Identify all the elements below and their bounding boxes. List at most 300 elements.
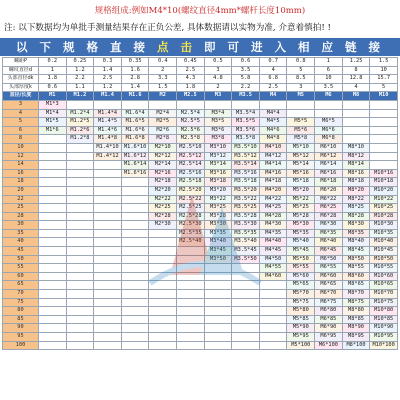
- spec-link-cell[interactable]: M3*14: [204, 161, 232, 170]
- spec-link-cell[interactable]: M3*40: [204, 238, 232, 247]
- spec-link-cell[interactable]: M10*16: [370, 169, 398, 178]
- spec-link-cell[interactable]: M5*90: [287, 324, 315, 333]
- spec-link-cell[interactable]: M2.5*4: [177, 109, 205, 118]
- empty-cell: [121, 324, 149, 333]
- spec-link-cell[interactable]: M6*55: [315, 264, 343, 273]
- spec-link-cell[interactable]: M1.4*8: [94, 135, 122, 144]
- spec-link-cell[interactable]: M6*16: [315, 169, 343, 178]
- spec-link-cell[interactable]: M6*60: [315, 272, 343, 281]
- empty-cell: [39, 247, 67, 256]
- empty-cell: [149, 290, 177, 299]
- spec-link-cell[interactable]: M3*45: [204, 247, 232, 256]
- spec-link-cell[interactable]: M8*10: [342, 143, 370, 152]
- length-cell: 25: [3, 204, 39, 213]
- spec-link-cell[interactable]: M5*8: [287, 135, 315, 144]
- spec-link-cell[interactable]: M3*5: [204, 118, 232, 127]
- spec-link-cell[interactable]: M1.6*14: [121, 161, 149, 170]
- spec-link-cell[interactable]: M5*14: [287, 161, 315, 170]
- spec-link-cell[interactable]: M6*30: [315, 221, 343, 230]
- info-value-cell: 1.1: [66, 83, 94, 92]
- empty-cell: [149, 307, 177, 316]
- empty-cell: [66, 281, 94, 290]
- spec-link-cell[interactable]: M10*30: [370, 221, 398, 230]
- spec-link-cell[interactable]: M6*95: [315, 333, 343, 342]
- empty-cell: [121, 290, 149, 299]
- info-value-cell: 1.4: [121, 83, 149, 92]
- empty-cell: [66, 195, 94, 204]
- spec-link-cell[interactable]: M3.5*45: [232, 247, 260, 256]
- spec-link-cell[interactable]: M3*30: [204, 221, 232, 230]
- spec-link-cell[interactable]: M3*10: [204, 143, 232, 152]
- spec-link-cell[interactable]: M4*35: [259, 229, 287, 238]
- spec-link-cell[interactable]: M5*28: [287, 212, 315, 221]
- spec-link-cell[interactable]: M5*80: [287, 307, 315, 316]
- spec-link-cell[interactable]: M1.4*10: [94, 143, 122, 152]
- spec-link-cell[interactable]: M8*18: [342, 178, 370, 187]
- spec-link-cell[interactable]: M3*20: [204, 186, 232, 195]
- spec-link-cell[interactable]: M6*22: [315, 195, 343, 204]
- empty-cell: [94, 100, 122, 109]
- spec-link-cell[interactable]: M10*25: [370, 204, 398, 213]
- empty-cell: [94, 186, 122, 195]
- spec-info-row: [3, 83, 398, 92]
- spec-link-cell[interactable]: M4*6: [259, 126, 287, 135]
- empty-cell: [370, 152, 398, 161]
- spec-link-cell[interactable]: M2.5*10: [177, 143, 205, 152]
- spec-link-cell[interactable]: M1.4*12: [94, 152, 122, 161]
- spec-link-cell[interactable]: M2.5*14: [177, 161, 205, 170]
- spec-link-cell[interactable]: M8*95: [342, 333, 370, 342]
- spec-link-cell[interactable]: M1*3: [39, 100, 67, 109]
- spec-link-cell[interactable]: M10*100: [370, 341, 398, 350]
- spec-link-cell[interactable]: M4*25: [259, 204, 287, 213]
- spec-link-cell[interactable]: M1.6*4: [121, 109, 149, 118]
- spec-link-cell[interactable]: M8*28: [342, 212, 370, 221]
- info-value-cell: 5: [287, 66, 315, 75]
- spec-link-cell[interactable]: M4*16: [259, 169, 287, 178]
- spec-link-cell[interactable]: M6*65: [315, 281, 343, 290]
- empty-cell: [259, 100, 287, 109]
- spec-link-cell[interactable]: M6*80: [315, 307, 343, 316]
- spec-link-cell[interactable]: M8*30: [342, 221, 370, 230]
- spec-link-cell[interactable]: M1.2*8: [66, 135, 94, 144]
- spec-link-cell[interactable]: M10*65: [370, 281, 398, 290]
- size-header-link[interactable]: M1.2: [66, 92, 94, 101]
- spec-link-cell[interactable]: M3.5*8: [232, 135, 260, 144]
- spec-link-cell[interactable]: M6*10: [315, 143, 343, 152]
- spec-link-cell[interactable]: M2.5*12: [177, 152, 205, 161]
- spec-link-cell[interactable]: M10*45: [370, 247, 398, 256]
- size-header-link[interactable]: M6: [315, 92, 343, 101]
- info-value-cell: 15.7: [370, 75, 398, 84]
- spec-link-cell[interactable]: M10*95: [370, 333, 398, 342]
- spec-link-cell[interactable]: M3.5*14: [232, 161, 260, 170]
- spec-link-cell[interactable]: M2.5*35: [177, 229, 205, 238]
- spec-link-cell[interactable]: M10*85: [370, 315, 398, 324]
- spec-link-cell[interactable]: M2*5: [149, 118, 177, 127]
- spec-link-cell[interactable]: M6*8: [315, 135, 343, 144]
- spec-link-cell[interactable]: M8*70: [342, 290, 370, 299]
- length-cell: 60: [3, 272, 39, 281]
- spec-link-cell[interactable]: M6*20: [315, 186, 343, 195]
- spec-link-cell[interactable]: M10*28: [370, 212, 398, 221]
- length-cell: 18: [3, 178, 39, 187]
- spec-link-cell[interactable]: M1*6: [39, 126, 67, 135]
- empty-cell: [204, 333, 232, 342]
- spec-link-cell[interactable]: M5*16: [287, 169, 315, 178]
- spec-link-cell[interactable]: M6*35: [315, 229, 343, 238]
- spec-link-cell[interactable]: M5*18: [287, 178, 315, 187]
- spec-link-cell[interactable]: M8*16: [342, 169, 370, 178]
- spec-link-cell[interactable]: M5*25: [287, 204, 315, 213]
- spec-link-cell[interactable]: M1*4: [39, 109, 67, 118]
- empty-cell: [66, 186, 94, 195]
- spec-link-cell[interactable]: M1*5: [39, 118, 67, 127]
- empty-cell: [94, 195, 122, 204]
- empty-cell: [121, 221, 149, 230]
- spec-link-cell[interactable]: M1.6*10: [121, 143, 149, 152]
- empty-cell: [94, 324, 122, 333]
- size-header-link[interactable]: M8: [342, 92, 370, 101]
- spec-link-cell[interactable]: M4*18: [259, 178, 287, 187]
- spec-link-cell[interactable]: M3*28: [204, 212, 232, 221]
- empty-cell: [66, 315, 94, 324]
- spec-link-cell[interactable]: M8*75: [342, 298, 370, 307]
- spec-link-cell[interactable]: M2.5*6: [177, 126, 205, 135]
- spec-link-cell[interactable]: M6*28: [315, 212, 343, 221]
- empty-cell: [232, 307, 260, 316]
- spec-link-cell[interactable]: M2*8: [149, 135, 177, 144]
- spec-info-row: [3, 58, 398, 67]
- spec-link-cell[interactable]: M4*4: [259, 109, 287, 118]
- spec-link-cell[interactable]: M2*10: [149, 143, 177, 152]
- spec-link-cell[interactable]: M8*22: [342, 195, 370, 204]
- empty-cell: [121, 341, 149, 350]
- spec-link-cell[interactable]: M4*55: [259, 264, 287, 273]
- spec-link-cell[interactable]: M5*65: [287, 281, 315, 290]
- info-value-cell: 2.5: [94, 75, 122, 84]
- empty-cell: [94, 178, 122, 187]
- spec-link-cell[interactable]: M6*5: [315, 118, 343, 127]
- spec-link-cell[interactable]: M1.2*6: [66, 126, 94, 135]
- spec-link-cell[interactable]: M5*85: [287, 315, 315, 324]
- spec-link-cell[interactable]: M8*20: [342, 186, 370, 195]
- empty-cell: [177, 281, 205, 290]
- spec-link-cell[interactable]: M5*20: [287, 186, 315, 195]
- spec-link-cell[interactable]: M8*40: [342, 238, 370, 247]
- empty-cell: [259, 341, 287, 350]
- info-value-cell: 1.25: [342, 58, 370, 67]
- empty-cell: [204, 298, 232, 307]
- length-cell: 8: [3, 135, 39, 144]
- info-value-cell: 3.5: [232, 66, 260, 75]
- spec-link-cell[interactable]: M5*35: [287, 229, 315, 238]
- spec-link-cell[interactable]: M1.6*5: [121, 118, 149, 127]
- spec-link-cell[interactable]: M4*60: [259, 272, 287, 281]
- spec-link-cell[interactable]: M8*50: [342, 255, 370, 264]
- size-header-link[interactable]: M3: [204, 92, 232, 101]
- spec-link-cell[interactable]: M2.5*5: [177, 118, 205, 127]
- spec-link-cell[interactable]: M6*14: [315, 161, 343, 170]
- size-header-link[interactable]: M2.5: [177, 92, 205, 101]
- spec-link-cell[interactable]: M4*30: [259, 221, 287, 230]
- spec-link-cell[interactable]: M1.4*4: [94, 109, 122, 118]
- spec-link-cell[interactable]: M10*50: [370, 255, 398, 264]
- info-value-cell: 0.4: [149, 58, 177, 67]
- screw-spec-table: [2, 57, 398, 350]
- spec-link-cell[interactable]: M10*20: [370, 186, 398, 195]
- spec-link-cell[interactable]: M3.5*35: [232, 229, 260, 238]
- spec-link-cell[interactable]: M3.5*18: [232, 178, 260, 187]
- spec-link-cell[interactable]: M6*85: [315, 315, 343, 324]
- info-value-cell: 3.5: [315, 83, 343, 92]
- spec-link-cell[interactable]: M8*25: [342, 204, 370, 213]
- empty-cell: [66, 247, 94, 256]
- empty-cell: [121, 212, 149, 221]
- spec-link-cell[interactable]: M10*22: [370, 195, 398, 204]
- spec-link-cell[interactable]: M1.6*12: [121, 152, 149, 161]
- spec-link-cell[interactable]: M5*55: [287, 264, 315, 273]
- spec-link-cell[interactable]: M2.5*18: [177, 178, 205, 187]
- size-header-link[interactable]: M1: [39, 92, 67, 101]
- spec-link-cell[interactable]: M2.5*22: [177, 195, 205, 204]
- empty-cell: [177, 100, 205, 109]
- spec-link-cell[interactable]: M4*5: [259, 118, 287, 127]
- spec-link-cell[interactable]: M2*6: [149, 126, 177, 135]
- spec-link-cell[interactable]: M10*18: [370, 178, 398, 187]
- spec-link-cell[interactable]: M8*12: [342, 152, 370, 161]
- spec-link-cell[interactable]: M2*30: [149, 221, 177, 230]
- spec-link-cell[interactable]: M4*28: [259, 212, 287, 221]
- empty-cell: [177, 341, 205, 350]
- spec-info-row: [3, 66, 398, 75]
- table-row: [3, 333, 398, 342]
- spec-link-cell[interactable]: M3.5*5: [232, 118, 260, 127]
- spec-link-cell[interactable]: M8*60: [342, 272, 370, 281]
- spec-link-cell[interactable]: M3*50: [204, 255, 232, 264]
- spec-link-cell[interactable]: M3.5*25: [232, 204, 260, 213]
- spec-link-cell[interactable]: M4*45: [259, 247, 287, 256]
- spec-link-cell[interactable]: M8*14: [342, 161, 370, 170]
- spec-link-cell[interactable]: M10*55: [370, 264, 398, 273]
- spec-link-cell[interactable]: M3.5*50: [232, 255, 260, 264]
- spec-link-cell[interactable]: M2.5*40: [177, 238, 205, 247]
- spec-link-cell[interactable]: M8*55: [342, 264, 370, 273]
- info-value-cell: 6.8: [259, 75, 287, 84]
- spec-link-cell[interactable]: M2*16: [149, 169, 177, 178]
- spec-link-cell[interactable]: M6*25: [315, 204, 343, 213]
- spec-link-cell[interactable]: M4*50: [259, 255, 287, 264]
- info-value-cell: 4.8: [204, 75, 232, 84]
- spec-link-cell[interactable]: M1.2*4: [66, 109, 94, 118]
- spec-link-cell[interactable]: M3.5*6: [232, 126, 260, 135]
- spec-link-cell[interactable]: M6*100: [315, 341, 343, 350]
- spec-link-cell[interactable]: M2.5*28: [177, 212, 205, 221]
- spec-link-cell[interactable]: M10*40: [370, 238, 398, 247]
- size-header-link[interactable]: M10: [370, 92, 398, 101]
- empty-cell: [121, 204, 149, 213]
- length-cell: 65: [3, 281, 39, 290]
- spec-link-cell[interactable]: M3*16: [204, 169, 232, 178]
- spec-link-cell[interactable]: M4*14: [259, 161, 287, 170]
- spec-link-cell[interactable]: M8*80: [342, 307, 370, 316]
- spec-link-cell[interactable]: M8*100: [342, 341, 370, 350]
- empty-cell: [121, 272, 149, 281]
- spec-link-cell[interactable]: M8*85: [342, 315, 370, 324]
- empty-cell: [39, 229, 67, 238]
- table-row: [3, 238, 398, 247]
- spec-link-cell[interactable]: M4*20: [259, 186, 287, 195]
- spec-link-cell[interactable]: M5*100: [287, 341, 315, 350]
- spec-link-cell[interactable]: M2*25: [149, 204, 177, 213]
- spec-link-cell[interactable]: M2*22: [149, 195, 177, 204]
- empty-cell: [370, 109, 398, 118]
- empty-cell: [149, 264, 177, 273]
- empty-cell: [121, 178, 149, 187]
- spec-link-cell[interactable]: M4*22: [259, 195, 287, 204]
- size-header-link[interactable]: M4: [259, 92, 287, 101]
- spec-link-cell[interactable]: M1.4*6: [94, 126, 122, 135]
- spec-link-cell[interactable]: M2.5*25: [177, 204, 205, 213]
- empty-cell: [370, 135, 398, 144]
- spec-link-cell[interactable]: M3.5*4: [232, 109, 260, 118]
- spec-link-cell[interactable]: M10*90: [370, 324, 398, 333]
- spec-link-cell[interactable]: M5*45: [287, 247, 315, 256]
- spec-link-cell[interactable]: M10*70: [370, 290, 398, 299]
- spec-link-cell[interactable]: M4*8: [259, 135, 287, 144]
- spec-link-cell[interactable]: M3.5*30: [232, 221, 260, 230]
- spec-link-cell[interactable]: M3.5*22: [232, 195, 260, 204]
- spec-link-cell[interactable]: M2*28: [149, 212, 177, 221]
- empty-cell: [315, 109, 343, 118]
- empty-cell: [177, 333, 205, 342]
- empty-cell: [149, 298, 177, 307]
- spec-link-cell[interactable]: M3.5*28: [232, 212, 260, 221]
- spec-link-cell[interactable]: M5*50: [287, 255, 315, 264]
- spec-link-cell[interactable]: M6*18: [315, 178, 343, 187]
- info-value-cell: 1.4: [94, 66, 122, 75]
- spec-link-cell[interactable]: M6*6: [315, 126, 343, 135]
- spec-link-cell[interactable]: M10*60: [370, 272, 398, 281]
- size-header-link[interactable]: M1.6: [121, 92, 149, 101]
- spec-link-cell[interactable]: M1.6*6: [121, 126, 149, 135]
- spec-link-cell[interactable]: M2*12: [149, 152, 177, 161]
- spec-link-cell[interactable]: M2*14: [149, 161, 177, 170]
- empty-cell: [259, 333, 287, 342]
- spec-link-cell[interactable]: M5*5: [287, 118, 315, 127]
- spec-link-cell[interactable]: M4*12: [259, 152, 287, 161]
- table-row: [3, 290, 398, 299]
- spec-link-cell[interactable]: M4*10: [259, 143, 287, 152]
- spec-link-cell[interactable]: M5*6: [287, 126, 315, 135]
- spec-link-cell[interactable]: M5*12: [287, 152, 315, 161]
- spec-link-cell[interactable]: M3*35: [204, 229, 232, 238]
- spec-link-cell[interactable]: M10*75: [370, 298, 398, 307]
- info-value-cell: 1.2: [66, 66, 94, 75]
- spec-link-cell[interactable]: M1.2*5: [66, 118, 94, 127]
- spec-link-cell[interactable]: M6*40: [315, 238, 343, 247]
- spec-link-cell[interactable]: M3.5*16: [232, 169, 260, 178]
- info-value-cell: 10: [370, 66, 398, 75]
- table-row: [3, 264, 398, 273]
- spec-link-cell[interactable]: M8*90: [342, 324, 370, 333]
- spec-link-cell[interactable]: M5*10: [287, 143, 315, 152]
- size-header-link[interactable]: M2: [149, 92, 177, 101]
- spec-link-cell[interactable]: M2.5*8: [177, 135, 205, 144]
- table-row: [3, 152, 398, 161]
- spec-link-cell[interactable]: M2.5*30: [177, 221, 205, 230]
- spec-link-cell[interactable]: M8*65: [342, 281, 370, 290]
- empty-cell: [287, 100, 315, 109]
- size-header-link[interactable]: M5: [287, 92, 315, 101]
- spec-link-cell[interactable]: M6*12: [315, 152, 343, 161]
- spec-link-cell[interactable]: M1.6*16: [121, 169, 149, 178]
- info-value-cell: 8.5: [287, 75, 315, 84]
- spec-link-cell[interactable]: M3*8: [204, 135, 232, 144]
- empty-cell: [149, 333, 177, 342]
- spec-link-cell[interactable]: M3.5*12: [232, 152, 260, 161]
- spec-link-cell[interactable]: M3*6: [204, 126, 232, 135]
- spec-link-cell[interactable]: M3.5*40: [232, 238, 260, 247]
- spec-link-cell[interactable]: M2*20: [149, 186, 177, 195]
- spec-link-cell[interactable]: M1.4*5: [94, 118, 122, 127]
- spec-link-cell[interactable]: M2.5*20: [177, 186, 205, 195]
- spec-link-cell[interactable]: M6*50: [315, 255, 343, 264]
- empty-cell: [39, 178, 67, 187]
- info-value-cell: 0.6: [39, 83, 67, 92]
- empty-cell: [259, 307, 287, 316]
- spec-link-cell[interactable]: M10*80: [370, 307, 398, 316]
- empty-cell: [39, 169, 67, 178]
- spec-link-cell[interactable]: M8*45: [342, 247, 370, 256]
- spec-link-cell[interactable]: M3*25: [204, 204, 232, 213]
- length-cell: 5: [3, 118, 39, 127]
- spec-link-cell[interactable]: M4*40: [259, 238, 287, 247]
- spec-link-cell[interactable]: M5*70: [287, 290, 315, 299]
- spec-link-cell[interactable]: M6*70: [315, 290, 343, 299]
- spec-link-cell[interactable]: M8*35: [342, 229, 370, 238]
- empty-cell: [121, 229, 149, 238]
- spec-link-cell[interactable]: M3.5*10: [232, 143, 260, 152]
- spec-link-cell[interactable]: M3*18: [204, 178, 232, 187]
- spec-link-cell[interactable]: M5*22: [287, 195, 315, 204]
- spec-link-cell[interactable]: M1.6*8: [121, 135, 149, 144]
- spec-link-cell[interactable]: M6*45: [315, 247, 343, 256]
- spec-link-cell[interactable]: M5*30: [287, 221, 315, 230]
- size-header-link[interactable]: M1.4: [94, 92, 122, 101]
- spec-link-cell[interactable]: M5*40: [287, 238, 315, 247]
- spec-link-cell[interactable]: M2*4: [149, 109, 177, 118]
- spec-link-cell[interactable]: M3*22: [204, 195, 232, 204]
- spec-link-cell[interactable]: M6*90: [315, 324, 343, 333]
- spec-link-cell[interactable]: M5*95: [287, 333, 315, 342]
- spec-link-cell[interactable]: M2.5*16: [177, 169, 205, 178]
- spec-link-cell[interactable]: M5*60: [287, 272, 315, 281]
- spec-link-cell[interactable]: M6*75: [315, 298, 343, 307]
- spec-link-cell[interactable]: M3*4: [204, 109, 232, 118]
- empty-cell: [370, 161, 398, 170]
- spec-link-cell[interactable]: M3.5*20: [232, 186, 260, 195]
- spec-link-cell[interactable]: M5*75: [287, 298, 315, 307]
- empty-cell: [149, 341, 177, 350]
- spec-link-cell[interactable]: M2*18: [149, 178, 177, 187]
- empty-cell: [149, 238, 177, 247]
- info-value-cell: 4: [259, 66, 287, 75]
- spec-link-cell[interactable]: M10*35: [370, 229, 398, 238]
- size-header-link[interactable]: M3.5: [232, 92, 260, 101]
- info-value-cell: 0.8: [287, 58, 315, 67]
- spec-link-cell[interactable]: M3*12: [204, 152, 232, 161]
